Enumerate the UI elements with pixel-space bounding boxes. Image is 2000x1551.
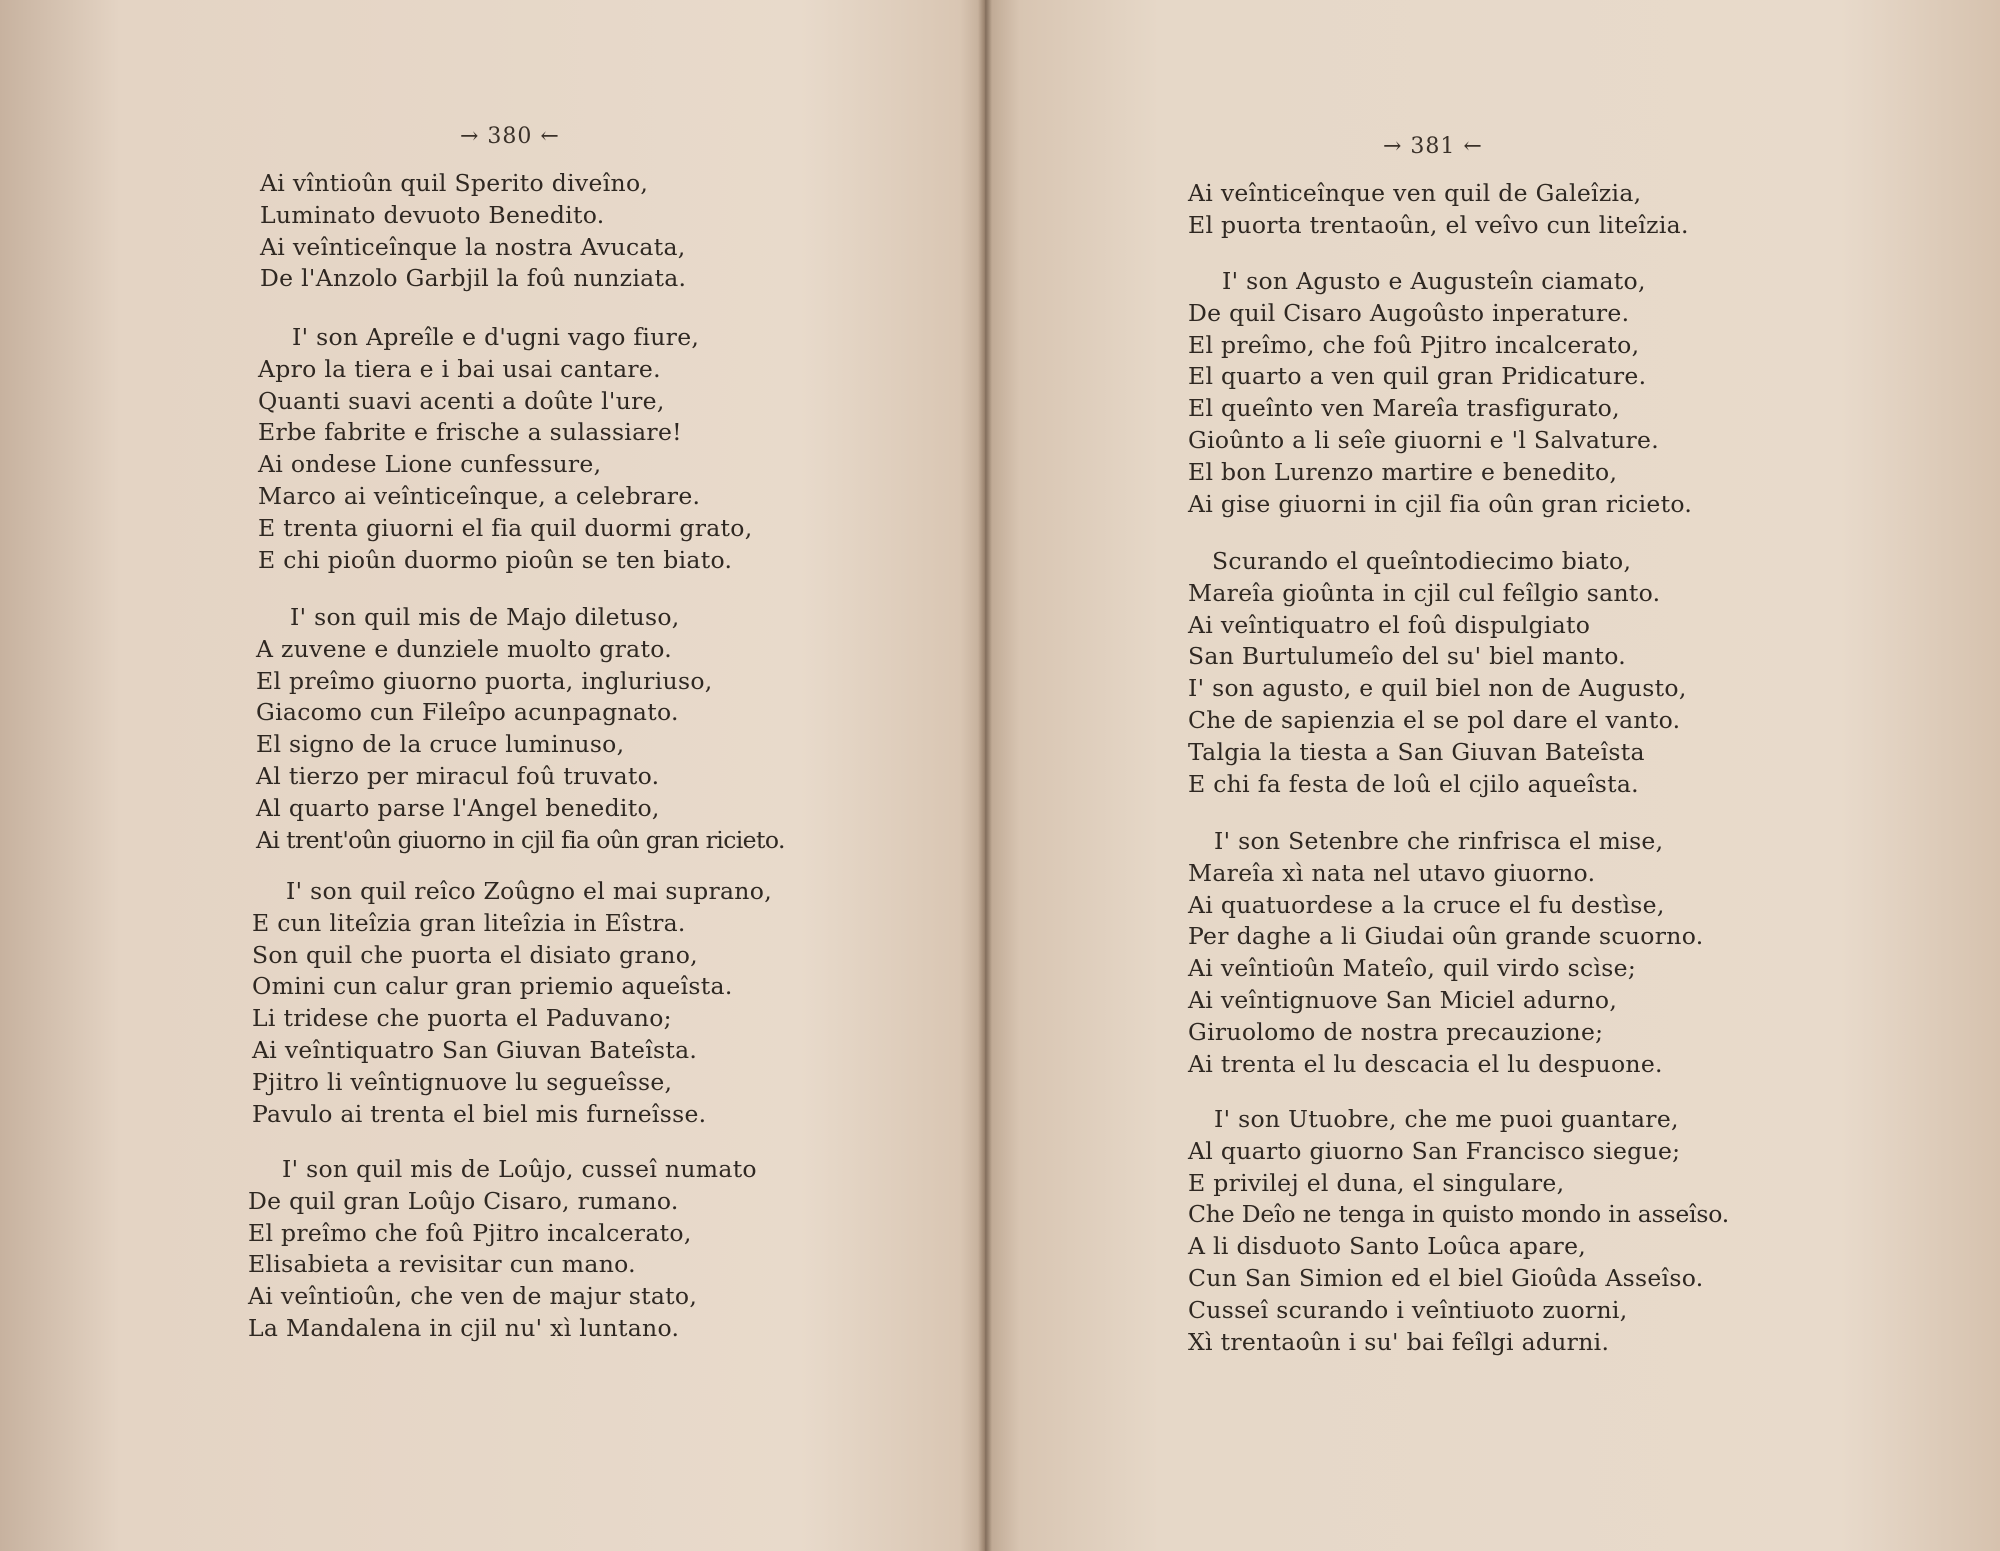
verse-line: E chi pioûn duormo pioûn se ten biato. xyxy=(258,545,733,574)
verse-line: De quil Cisaro Augoûsto inperature. xyxy=(1188,298,1630,327)
verse-line: Che de sapienzia el se pol dare el vanto. xyxy=(1188,705,1681,734)
verse-line: Che Deîo ne tenga in quisto mondo in asseîso. xyxy=(1188,1200,1730,1229)
verse-line: Cun San Simion ed el biel Gioûda Asseîso. xyxy=(1188,1263,1704,1292)
verse-line: Apro la tiera e i bai usai cantare. xyxy=(258,354,661,383)
verse-line: Talgia la tiesta a San Giuvan Bateîsta xyxy=(1188,737,1645,766)
page-number-right: → 381 ← xyxy=(1383,134,1483,159)
verse-line: I' son agusto, e quil biel non de Augusto, xyxy=(1188,674,1687,703)
verse-line: Xì trentaoûn i su' bai feîlgi adurni. xyxy=(1188,1327,1610,1356)
verse-line: Cusseî scurando i veîntiuoto zuorni, xyxy=(1188,1295,1628,1324)
verse-line: Pavulo ai trenta el biel mis furneîsse. xyxy=(252,1099,707,1128)
verse-line: Son quil che puorta el disiato grano, xyxy=(252,940,698,969)
stanza-left-1 xyxy=(260,168,686,295)
verse-line: El queînto ven Mareîa trasfigurato, xyxy=(1188,394,1620,423)
verse-line: Ai veîntiquatro San Giuvan Bateîsta. xyxy=(252,1035,698,1064)
verse-line: Ai veîntioûn Mateîo, quil virdo scìse; xyxy=(1188,954,1637,983)
stanza-right-1 xyxy=(1188,178,1689,242)
verse-line: Pjitro li veîntignuove lu segueîsse, xyxy=(252,1067,673,1096)
verse-line: Ai gise giuorni in cjil fia oûn gran ricieto. xyxy=(1188,489,1693,518)
verse-line: Ai ondese Lione cunfessure, xyxy=(258,450,602,479)
verse-line: Giacomo cun Fileîpo acunpagnato. xyxy=(256,698,679,727)
verse-line: Ai veîntiquatro el foû dispulgiato xyxy=(1188,610,1591,639)
verse-line: Ai quatuordese a la cruce el fu destìse, xyxy=(1188,890,1665,919)
verse-line: A zuvene e dunziele muolto grato. xyxy=(256,634,673,663)
verse-line: Al quarto giuorno San Francisco siegue; xyxy=(1188,1136,1681,1165)
verse-line: Ai veîntignuove San Miciel adurno, xyxy=(1188,985,1618,1014)
verse-line: Marco ai veînticeînque, a celebrare. xyxy=(258,481,701,510)
verse-line: E privilej el duna, el singulare, xyxy=(1188,1168,1565,1197)
verse-line: Ai vîntioûn quil Sperito diveîno, xyxy=(260,169,649,197)
verse-line: El bon Lurenzo martire e benedito, xyxy=(1188,457,1618,486)
verse-line: Omini cun calur gran priemio aqueîsta. xyxy=(252,972,733,1001)
verse-line: Li tridese che puorta el Paduvano; xyxy=(252,1004,672,1033)
stanza-right-5 xyxy=(1188,1104,1729,1358)
verse-line: El signo de la cruce luminuso, xyxy=(256,730,625,759)
verse-line: I' son Agusto e Augusteîn ciamato, xyxy=(1222,267,1646,295)
verse-line: Per daghe a li Giudai oûn grande scuorno. xyxy=(1188,922,1704,951)
verse-line: E trenta giuorni el fia quil duormi grato, xyxy=(258,513,753,542)
page-number-left: → 380 ← xyxy=(460,124,560,149)
verse-line: I' son Apreîle e d'ugni vago fiure, xyxy=(292,323,700,351)
verse-line: El preîmo che foû Pjitro incalcerato, xyxy=(248,1218,692,1247)
verse-line: Giruolomo de nostra precauzione; xyxy=(1188,1017,1604,1046)
verse-line: Al quarto parse l'Angel benedito, xyxy=(256,793,660,822)
verse-line: La Mandalena in cjil nu' xì luntano. xyxy=(248,1313,680,1342)
verse-line: I' son quil reîco Zoûgno el mai suprano, xyxy=(286,877,772,905)
left-page xyxy=(0,0,985,1551)
verse-line: Mareîa xì nata nel utavo giuorno. xyxy=(1188,858,1596,887)
stanza-right-3 xyxy=(1188,546,1687,800)
verse-line: Mareîa gioûnta in cjil cul feîlgio santo. xyxy=(1188,578,1661,607)
verse-line: I' son Setenbre che rinfrisca el mise, xyxy=(1214,827,1664,855)
verse-line: Ai trenta el lu descacia el lu despuone. xyxy=(1188,1049,1663,1078)
verse-line: I' son quil mis de Loûjo, cusseî numato xyxy=(282,1155,757,1183)
verse-line: Ai veînticeînque la nostra Avucata, xyxy=(260,232,686,261)
stanza-left-4 xyxy=(252,876,772,1130)
stanza-left-5 xyxy=(248,1154,757,1345)
verse-line: San Burtulumeîo del su' biel manto. xyxy=(1188,642,1626,671)
verse-line: De quil gran Loûjo Cisaro, rumano. xyxy=(248,1186,679,1215)
verse-line: Al tierzo per miracul foû truvato. xyxy=(256,761,660,790)
right-page xyxy=(985,0,2000,1551)
verse-line: I' son quil mis de Majo diletuso, xyxy=(290,603,680,631)
stanza-left-2 xyxy=(258,322,753,576)
verse-line: Gioûnto a li seîe giuorni e 'l Salvature. xyxy=(1188,425,1660,454)
verse-line: Ai veînticeînque ven quil de Galeîzia, xyxy=(1188,179,1642,207)
verse-line: El puorta trentaoûn, el veîvo cun liteîzia. xyxy=(1188,210,1689,239)
stanza-right-2 xyxy=(1188,266,1692,520)
verse-line: El preîmo, che foû Pjitro incalcerato, xyxy=(1188,330,1640,359)
verse-line: Ai veîntioûn, che ven de majur stato, xyxy=(248,1282,698,1311)
stanza-right-4 xyxy=(1188,826,1704,1080)
verse-line: Ai trent'oûn giuorno in cjil fia oûn gran ricieto. xyxy=(256,825,785,854)
verse-line: E cun liteîzia gran liteîzia in Eîstra. xyxy=(252,908,686,937)
verse-line: El preîmo giuorno puorta, ingluriuso, xyxy=(256,666,713,695)
verse-line: I' son Utuobre, che me puoi guantare, xyxy=(1214,1105,1679,1133)
verse-line: E chi fa festa de loû el cjilo aqueîsta. xyxy=(1188,769,1639,798)
verse-line: Erbe fabrite e frische a sulassiare! xyxy=(258,418,682,447)
verse-line: Scurando el queîntodiecimo biato, xyxy=(1212,547,1632,575)
verse-line: El quarto a ven quil gran Pridicature. xyxy=(1188,362,1647,391)
stanza-left-3 xyxy=(256,602,785,856)
verse-line: Quanti suavi acenti a doûte l'ure, xyxy=(258,386,665,415)
verse-line: Luminato devuoto Benedito. xyxy=(260,200,605,229)
verse-line: De l'Anzolo Garbjil la foû nunziata. xyxy=(260,264,687,293)
verse-line: Elisabieta a revisitar cun mano. xyxy=(248,1250,636,1279)
verse-line: A li disduoto Santo Loûca apare, xyxy=(1188,1232,1587,1261)
